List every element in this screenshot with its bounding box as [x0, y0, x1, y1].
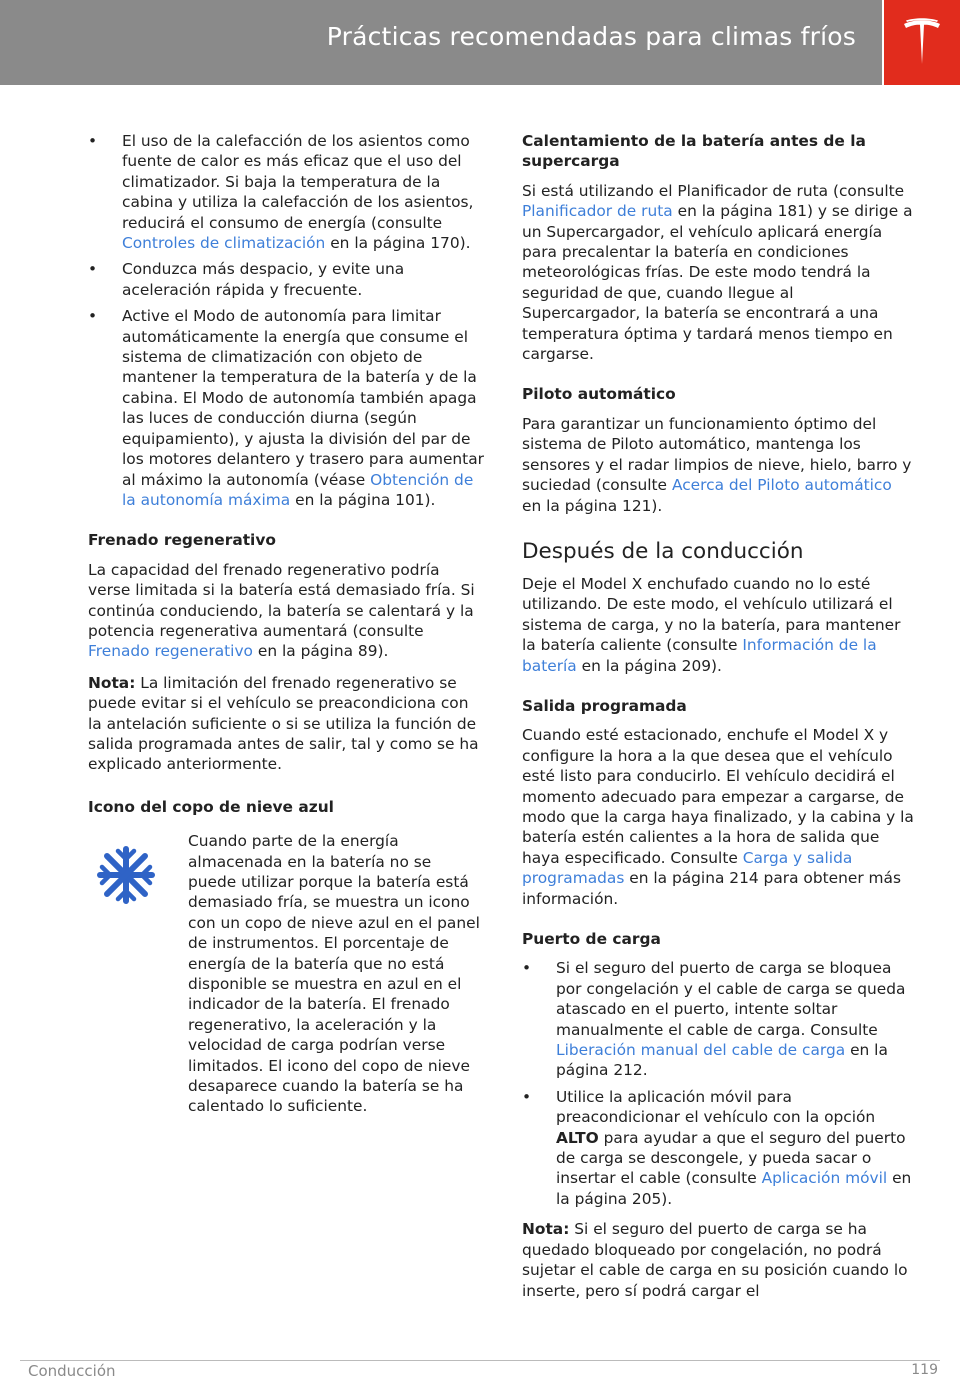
heading-supercharge: Calentamiento de la batería antes de la supercarga: [522, 132, 866, 171]
heading-snowflake: Icono del copo de nieve azul: [88, 797, 334, 816]
regen-paragraph: La capacidad del frenado regenerativo podría verse limitada si la batería está demasiado fría. Si continúa conduciendo, la batería se calentará y la potencia regenerativa aumentará (consulte Frenado regenerativo en la página 89).: [88, 560, 475, 661]
right-column: [522, 131, 914, 1312]
tips-list: [88, 131, 484, 510]
note-label: Nota:: [522, 1220, 570, 1239]
snowflake-description: Cuando parte de la energía almacenada en la batería no se puede utilizar porque la batería está demasiado fría, se muestra un icono con un copo de nieve azul en el panel de instrumentos. El porcentaje de energía de la batería que no está disponible se muestra en azul en el indicador de la batería. El frenado regenerativo, la aceleración y la velocidad de carga podrían verse limitados. El icono del copo de nieve desaparece cuando la batería se ha calentado lo suficiente.: [188, 832, 480, 1116]
link-manual-cable-release[interactable]: Liberación manual del cable de carga: [556, 1041, 846, 1060]
snowflake-icon: [96, 845, 156, 905]
page-number: 119: [911, 1362, 938, 1378]
tesla-logo-icon: [902, 18, 942, 68]
brand-logo-box: [884, 0, 960, 85]
link-about-autopilot[interactable]: Acerca del Piloto automático: [671, 476, 892, 495]
link-trip-planner[interactable]: Planificador de ruta: [522, 202, 673, 221]
link-regen-braking[interactable]: Frenado regenerativo: [88, 642, 253, 661]
link-mobile-app[interactable]: Aplicación móvil: [761, 1169, 888, 1188]
link-max-range[interactable]: Obtención de la autonomía máxima: [122, 470, 474, 509]
heading-regen: Frenado regenerativo: [88, 531, 276, 550]
note-paragraph: Nota: La limitación del frenado regenerativo se puede evitar si el vehículo se preacondiciona con la antelación suficiente o si se utiliza la función de salida programada antes de salir, tal y como se ha explicado anteriormente.: [88, 673, 479, 774]
snowflake-block: [88, 831, 484, 1117]
link-battery-info[interactable]: Información de la batería: [522, 636, 877, 675]
list-item: • Conduzca más despacio, y evite una aceleración rápida y frecuente.: [88, 259, 484, 300]
after-driving-paragraph: Deje el Model X enchufado cuando no lo esté utilizando. De este modo, el vehículo utilizará el sistema de carga, y no la batería, para mantener la batería caliente (consulte Información de la batería en la página 209).: [522, 574, 901, 675]
heading-charge-port: Puerto de carga: [522, 930, 661, 948]
footer-section: Conducción: [28, 1362, 116, 1380]
supercharge-paragraph: Si está utilizando el Planificador de ruta (consulte Planificador de ruta en la página 181) y se dirige a un Supercargador, el vehículo aplicará energía para precalentar la batería en condiciones meteorológicas frías. De este modo tendrá la seguridad de que, cuando llegue al Supercargador, la batería se encontrará a una temperatura óptima y tardará menos tiempo en cargarse.: [522, 181, 913, 364]
alto-label: ALTO: [556, 1128, 599, 1147]
list-item: • El uso de la calefacción de los asientos como fuente de calor es más eficaz que el uso del climatizador. Si baja la temperatura de la cabina y utiliza la calefacción de los asientos, reducirá el consumo de energía (consulte Controles de climatización en la página 170).: [88, 131, 484, 253]
scheduled-departure-paragraph: Cuando esté estacionado, enchufe el Model X y configure la hora a la que desea que el vehículo esté listo para conducirlo. El vehículo decidirá el momento adecuado para empezar a cargarse, de modo que la carga haya finalizado, y la cabina y la batería estén calientes a la hora de salida que haya especificado. Consulte Carga y salida programadas en la página 214 para obtener más información.: [522, 726, 914, 908]
charge-port-list: [522, 958, 914, 1209]
note-paragraph-right: Nota: Si el seguro del puerto de carga se ha quedado bloqueado por congelación, no podrá sujetar el cable de carga en su posición cuando lo inserte, pero sí podrá cargar el: [522, 1220, 908, 1300]
list-item: • Si el seguro del puerto de carga se bloquea por congelación y el cable de carga se queda atascado en el puerto, intente soltar manualmente el cable de carga. Consulte Liberación manual del cable de carga en la página 212.: [522, 958, 914, 1080]
page-title: Prácticas recomendadas para climas fríos: [326, 22, 856, 51]
link-scheduled-charging[interactable]: Carga y salida programadas: [522, 848, 853, 888]
link-climate-controls[interactable]: Controles de climatización: [122, 234, 326, 253]
heading-after-driving: Después de la conducción: [522, 538, 804, 564]
autopilot-paragraph: Para garantizar un funcionamiento óptimo del sistema de Piloto automático, mantenga los sensores y el radar limpios de nieve, hielo, barro y suciedad (consulte Acerca del Piloto automático en la página 121).: [522, 414, 912, 515]
list-item: • Utilice la aplicación móvil para preacondicionar el vehículo con la opción ALTO para ayudar a que el seguro del puerto de carga se descongele, y pueda sacar o insertar el cable (consulte Aplicación móvil en la página 205).: [522, 1087, 914, 1209]
left-column: [88, 131, 484, 1128]
heading-scheduled-departure: Salida programada: [522, 696, 687, 715]
list-item: • Active el Modo de autonomía para limitar automáticamente la energía que consume el sistema de climatización con objeto de mantener la temperatura de la batería y de la cabina. El Modo de autonomía también apaga las luces de conducción diurna (según equipamiento), y ajusta la división del par de los motores delantero y trasero para aumentar al máximo la autonomía (véase Obtención de la autonomía máxima en la página 101).: [88, 306, 484, 510]
note-label: Nota:: [88, 673, 136, 692]
footer-divider: [20, 1360, 940, 1361]
page-header: [0, 0, 882, 85]
heading-autopilot: Piloto automático: [522, 385, 676, 404]
